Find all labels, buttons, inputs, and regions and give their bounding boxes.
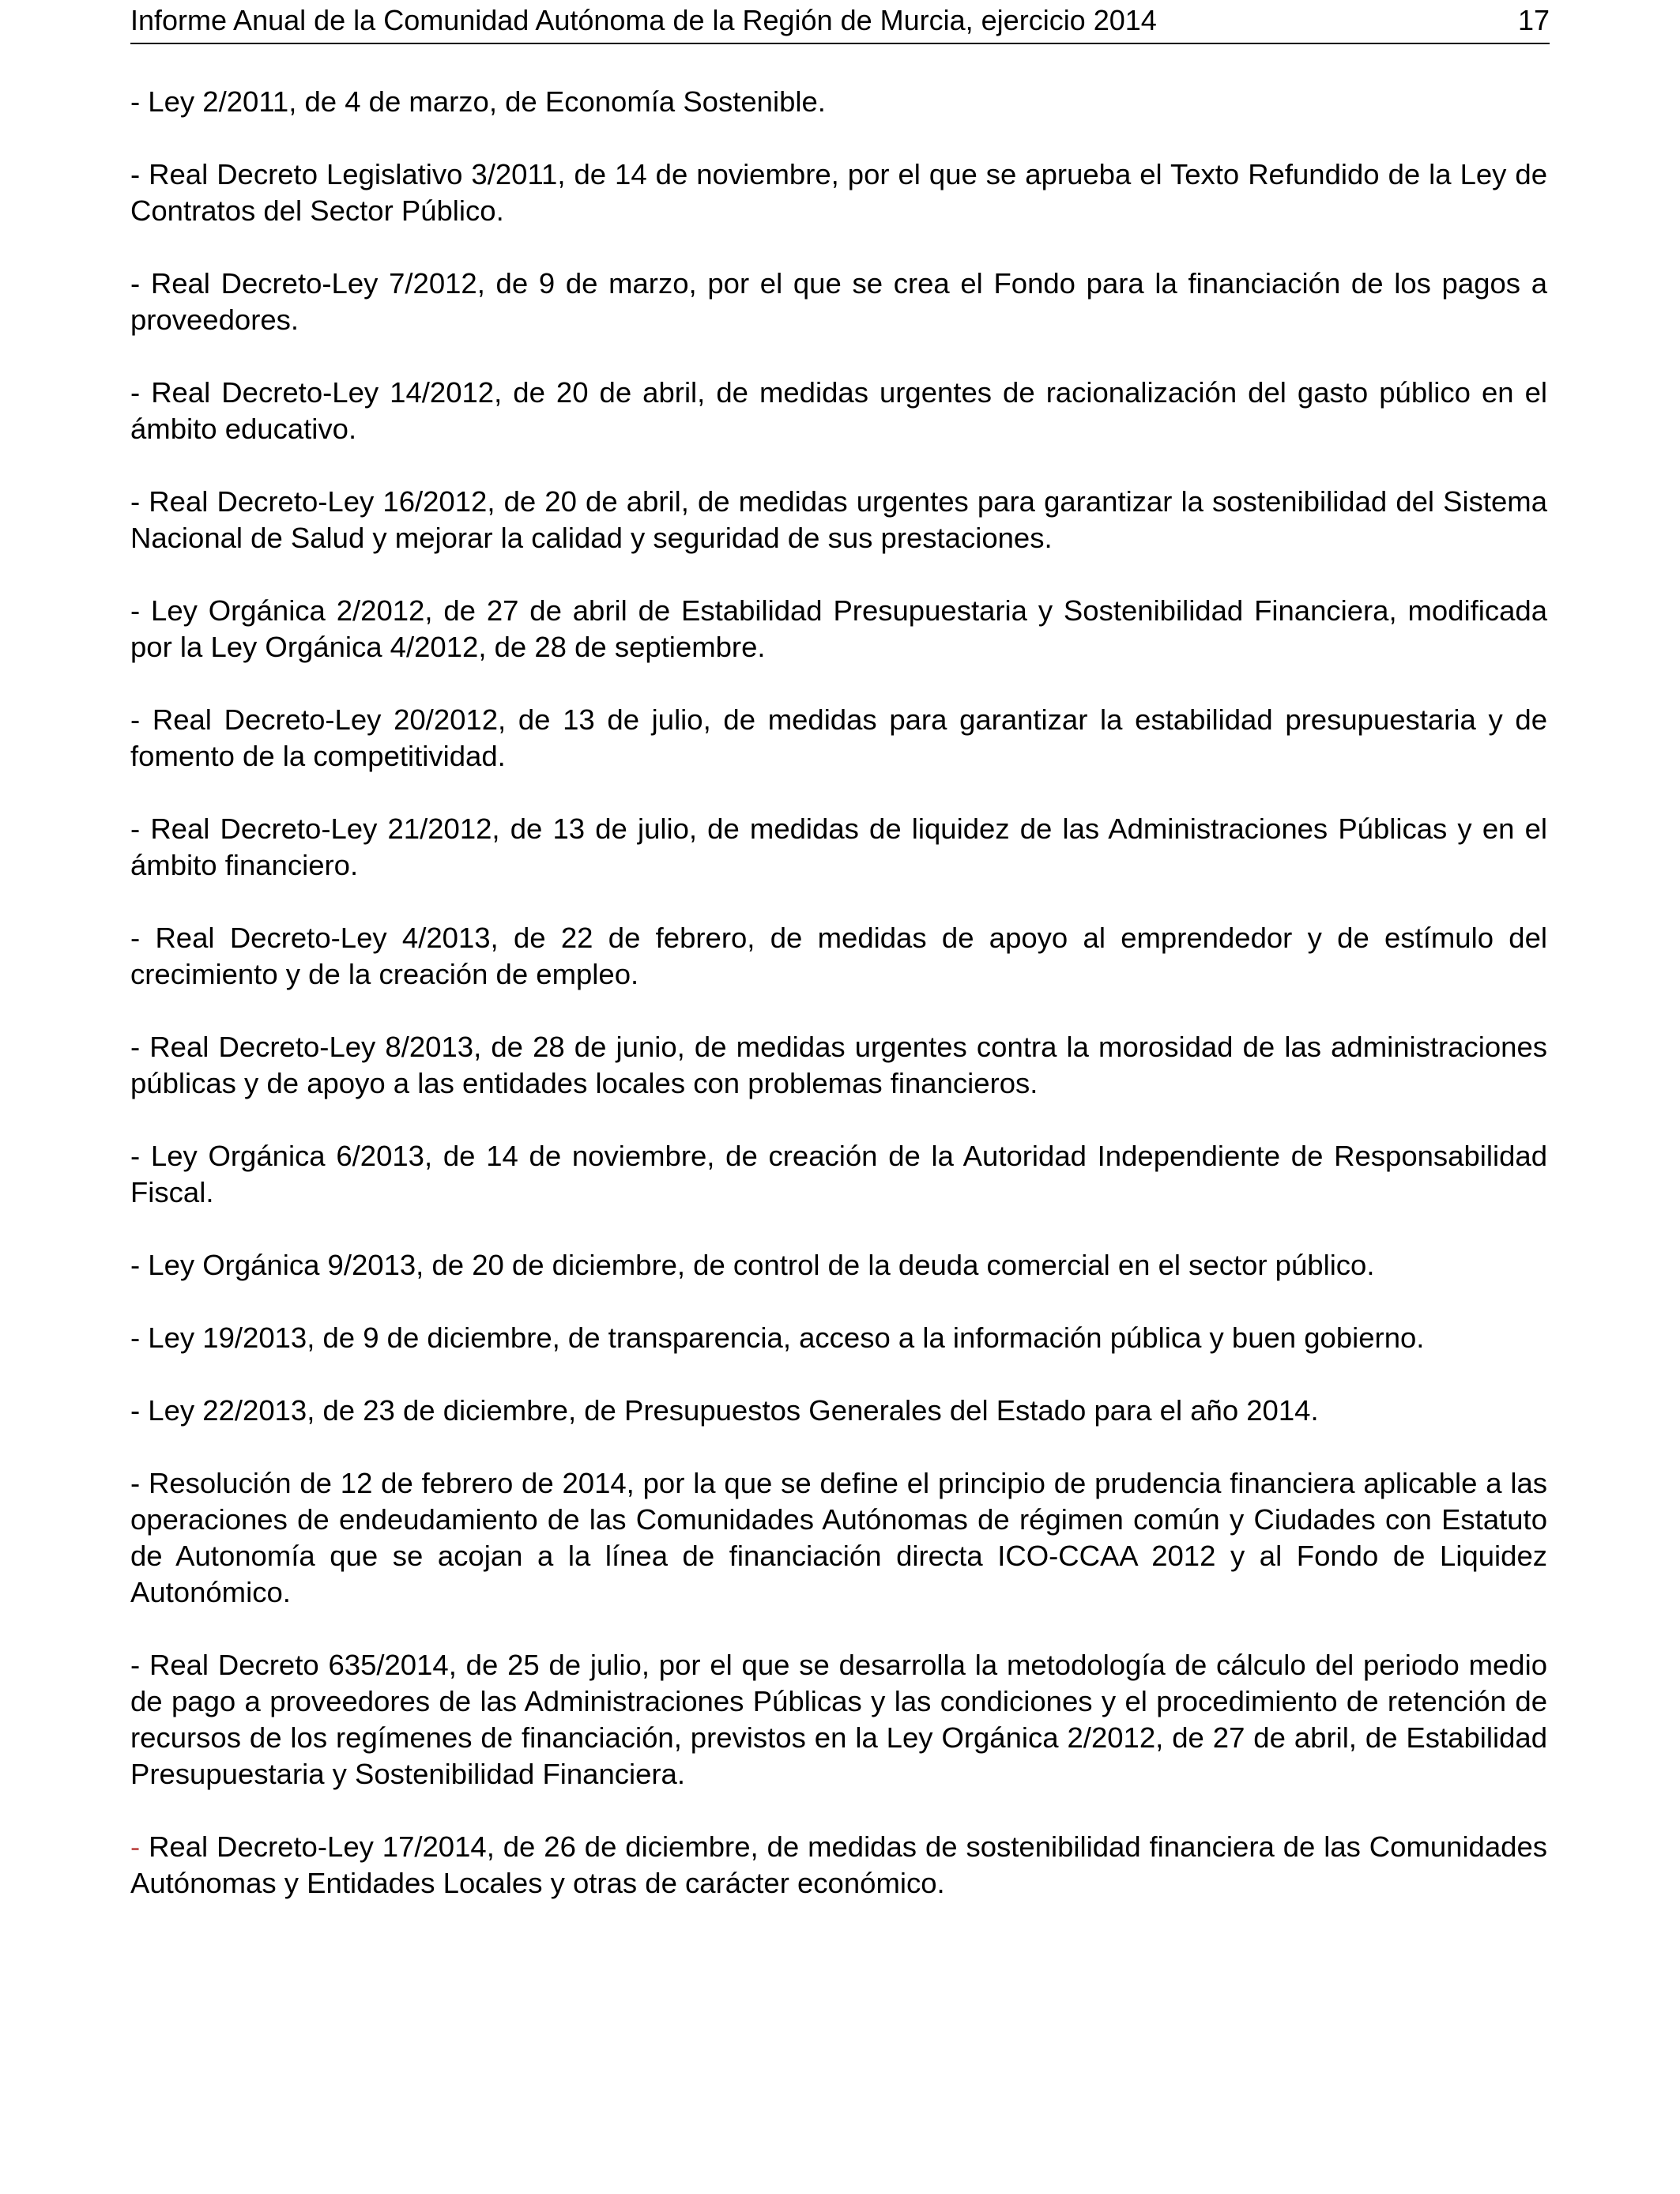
list-dash: - <box>130 267 151 300</box>
item-text: Real Decreto-Ley 16/2012, de 20 de abril, de medidas urgentes para garantizar la sostenibilidad del Sistema Nacional de Salud y mejorar la calidad y seguridad de sus prestaciones. <box>130 485 1547 554</box>
list-dash: - <box>130 1830 149 1863</box>
list-dash: - <box>130 1394 149 1427</box>
list-dash: - <box>130 1649 149 1681</box>
item-text: Ley 2/2011, de 4 de marzo, de Economía Sostenible. <box>148 85 826 118</box>
item-text: Ley 22/2013, de 23 de diciembre, de Presupuestos Generales del Estado para el año 2014. <box>148 1394 1319 1427</box>
legislation-item <box>130 1247 1547 1284</box>
legislation-item <box>130 375 1547 447</box>
list-dash: - <box>130 1031 150 1063</box>
legislation-item <box>130 1465 1547 1611</box>
list-dash: - <box>130 1249 149 1281</box>
list-dash: - <box>130 485 149 518</box>
item-text: Ley Orgánica 2/2012, de 27 de abril de Estabilidad Presupuestaria y Sostenibilidad Financiera, modificada por la Ley Orgánica 4/2012, de 28 de septiembre. <box>130 594 1548 663</box>
item-text: Real Decreto-Ley 14/2012, de 20 de abril, de medidas urgentes de racionalización del gasto público en el ámbito educativo. <box>130 376 1548 445</box>
list-dash: - <box>130 85 149 118</box>
item-text: Resolución de 12 de febrero de 2014, por la que se define el principio de prudencia financiera aplicable a las operaciones de endeudamiento de las Comunidades Autónomas de régimen común y Ciudades con Estatuto de Autonomía que se acojan a la línea de financiación directa ICO-CCAA 2012 y al Fondo de Liquidez Autonómico. <box>130 1467 1547 1608</box>
list-dash: - <box>130 594 152 627</box>
legislation-item <box>130 1393 1547 1429</box>
legislation-item <box>130 1138 1547 1211</box>
legislation-item <box>130 156 1547 229</box>
legislation-item <box>130 1647 1547 1793</box>
legislation-item <box>130 811 1547 884</box>
legislation-list <box>130 84 1547 1938</box>
legislation-item <box>130 702 1547 775</box>
header-title: Informe Anual de la Comunidad Autónoma de la Región de Murcia, ejercicio 2014 <box>130 4 1157 36</box>
item-text: Real Decreto-Ley 20/2012, de 13 de julio, de medidas para garantizar la estabilidad presupuestaria y de fomento de la competitividad. <box>130 703 1547 772</box>
list-dash: - <box>130 1140 151 1172</box>
page-header <box>130 0 1550 44</box>
item-text: Real Decreto-Ley 7/2012, de 9 de marzo, por el que se crea el Fondo para la financiación de los pagos a proveedores. <box>130 267 1547 336</box>
item-text: Real Decreto 635/2014, de 25 de julio, por el que se desarrolla la metodología de cálculo del periodo medio de pago a proveedores de las Administraciones Públicas y las condiciones y el procedimiento de retención de recursos de los regímenes de financiación, previstos en la Ley Orgánica 2/2012, de 27 de abril, de Estabilidad Presupuestaria y Sostenibilidad Financiera. <box>130 1649 1547 1790</box>
legislation-item <box>130 593 1547 665</box>
legislation-item <box>130 266 1547 338</box>
page-number: 17 <box>1517 4 1550 36</box>
legislation-item <box>130 1829 1547 1902</box>
legislation-item <box>130 84 1547 120</box>
legislation-item <box>130 1029 1547 1102</box>
item-text: Real Decreto-Ley 17/2014, de 26 de diciembre, de medidas de sostenibilidad financiera de las Comunidades Autónomas y Entidades Locales y otras de carácter económico. <box>130 1830 1548 1899</box>
item-text: Ley Orgánica 6/2013, de 14 de noviembre, de creación de la Autoridad Independiente de Responsabilidad Fiscal. <box>130 1140 1548 1208</box>
legislation-item <box>130 1320 1547 1356</box>
list-dash: - <box>130 158 149 190</box>
item-text: Ley Orgánica 9/2013, de 20 de diciembre, de control de la deuda comercial en el sector público. <box>148 1249 1375 1281</box>
list-dash: - <box>130 376 152 409</box>
list-dash: - <box>130 703 153 736</box>
item-text: Real Decreto-Ley 21/2012, de 13 de julio, de medidas de liquidez de las Administraciones Públicas y en el ámbito financiero. <box>130 812 1547 881</box>
list-dash: - <box>130 812 151 845</box>
item-text: Real Decreto-Ley 4/2013, de 22 de febrero, de medidas de apoyo al emprendedor y de estímulo del crecimiento y de la creación de empleo. <box>130 922 1548 990</box>
list-dash: - <box>130 922 156 954</box>
legislation-item <box>130 484 1547 556</box>
list-dash: - <box>130 1467 149 1499</box>
legislation-item <box>130 920 1547 993</box>
item-text: Ley 19/2013, de 9 de diciembre, de transparencia, acceso a la información pública y buen gobierno. <box>148 1321 1425 1354</box>
item-text: Real Decreto Legislativo 3/2011, de 14 de noviembre, por el que se aprueba el Texto Refundido de la Ley de Contratos del Sector Público. <box>130 158 1547 227</box>
item-text: Real Decreto-Ley 8/2013, de 28 de junio, de medidas urgentes contra la morosidad de las administraciones públicas y de apoyo a las entidades locales con problemas financieros. <box>130 1031 1547 1099</box>
list-dash: - <box>130 1321 149 1354</box>
